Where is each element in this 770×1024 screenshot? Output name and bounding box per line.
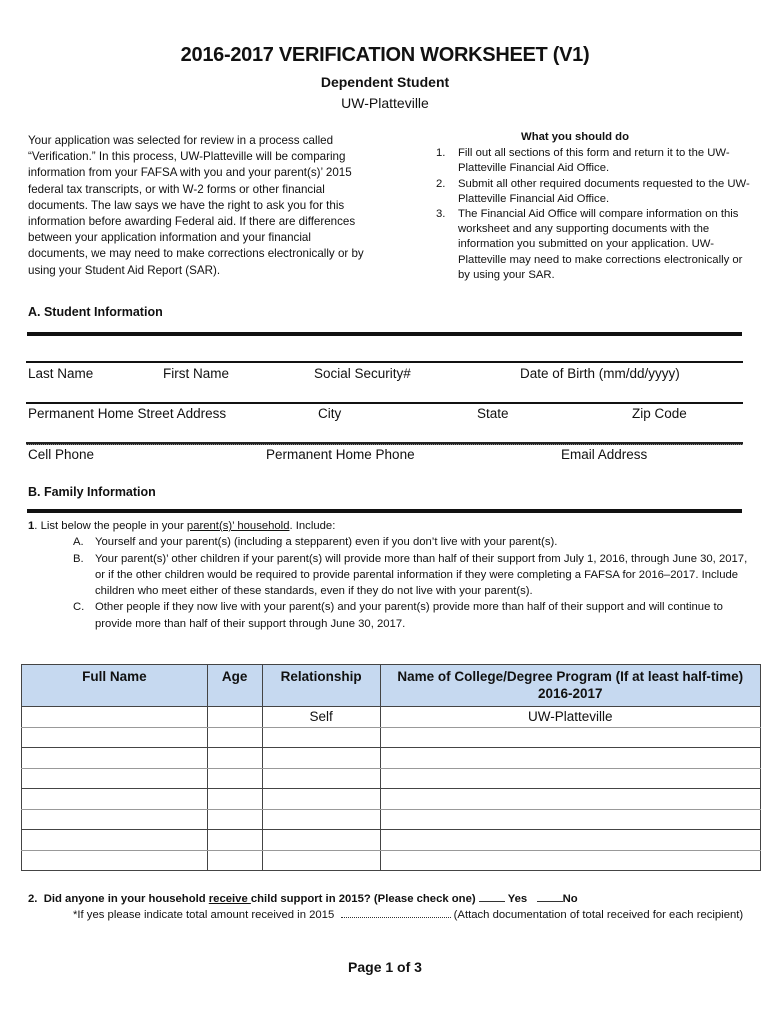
col-age: Age — [207, 665, 262, 707]
full-name-cell[interactable] — [22, 727, 208, 748]
intro-paragraph: Your application was selected for review in a process called “Verification.” In this process, UW-Platteville will be comparing information from your FAFSA with you and your parent(s)’ 2015 federal tax transcripts, or with W-2 forms or other financial documents. The law says we have the right to ask you for this information before awarding Federal aid. If there are differences between your application information and your financial documents, we may need to make corrections electronically or by using your Student Aid Report (SAR). — [28, 134, 364, 277]
instruction-item — [28, 551, 748, 600]
full-name-cell[interactable] — [22, 768, 208, 789]
item-text: Yourself and your parent(s) (including a stepparent) even if you don’t live with your parent(s). — [95, 536, 558, 549]
page-title: 2016-2017 VERIFICATION WORKSHEET (V1) — [180, 44, 590, 66]
no-label: No — [562, 893, 578, 905]
list-item — [425, 207, 755, 283]
state-label: State — [477, 406, 509, 421]
col-college-program — [380, 665, 760, 707]
college-cell[interactable] — [380, 727, 760, 748]
list-item — [425, 146, 755, 176]
question-text: . Include: — [289, 520, 336, 532]
full-name-cell[interactable] — [22, 809, 208, 830]
question-text: Did anyone in your household — [43, 893, 209, 905]
table-row — [22, 727, 761, 748]
relationship-cell[interactable] — [262, 809, 380, 830]
list-text: The Financial Aid Office will compare information on this worksheet and any supporting documents with the information you submitted on your application. UW-Platteville may need to make corrections electronically or by using your SAR. — [458, 208, 743, 281]
full-name-cell[interactable] — [22, 850, 208, 871]
college-cell[interactable] — [380, 850, 760, 871]
list-text: Fill out all sections of this form and return it to the UW-Platteville Financial Aid Office. — [458, 147, 730, 175]
col-full-name: Full Name — [22, 665, 208, 707]
question-text: . List below the people in your — [34, 520, 187, 532]
row1-line[interactable] — [26, 361, 743, 363]
home-phone-label: Permanent Home Phone — [266, 447, 415, 462]
relationship-cell[interactable] — [262, 789, 380, 810]
col-college-label: Name of College/Degree Program (If at least half-time) — [397, 669, 744, 684]
question-2-detail — [28, 907, 748, 923]
relationship-cell[interactable]: Self — [262, 707, 380, 728]
relationship-cell[interactable] — [262, 768, 380, 789]
page-subtitle: Dependent Student — [320, 74, 450, 90]
college-cell[interactable] — [380, 830, 760, 851]
table-header-row — [22, 665, 761, 707]
item-letter: C. — [73, 601, 85, 614]
what-to-do-list — [425, 146, 755, 283]
detail-text: (Attach documentation of total received for each recipient) — [453, 909, 744, 921]
question-2-text — [28, 891, 748, 907]
question-1 — [28, 518, 748, 534]
question-number: 2. — [28, 893, 38, 905]
yes-check-blank[interactable] — [479, 892, 505, 902]
item-letter: A. — [73, 536, 84, 549]
email-label: Email Address — [561, 447, 648, 462]
item-text: Other people if they now live with your parent(s) and your parent(s) provide more than half of their support and will continue to provide more than half of their support through June 30, 2017. — [95, 601, 723, 630]
col-relationship: Relationship — [262, 665, 380, 707]
no-check-blank[interactable] — [537, 892, 563, 902]
household-table — [21, 664, 761, 871]
table-row — [22, 789, 761, 810]
age-cell[interactable] — [207, 789, 262, 810]
amount-received-field[interactable] — [341, 908, 451, 918]
college-cell[interactable] — [380, 748, 760, 769]
instruction-item — [28, 534, 748, 550]
table-row — [22, 748, 761, 769]
college-cell[interactable] — [380, 789, 760, 810]
relationship-cell[interactable] — [262, 727, 380, 748]
col-year-label: 2016-2017 — [537, 686, 603, 701]
age-cell[interactable] — [207, 727, 262, 748]
emphasis-text: parent(s)’ household — [186, 520, 290, 532]
cell-phone-label: Cell Phone — [28, 447, 95, 462]
age-cell[interactable] — [207, 707, 262, 728]
section-b-divider — [27, 509, 742, 513]
list-text: Submit all other required documents requested to the UW-Platteville Financial Aid Office. — [458, 177, 750, 205]
list-number: 1. — [436, 147, 446, 160]
table-row — [22, 809, 761, 830]
row3-line[interactable] — [26, 442, 743, 445]
full-name-cell[interactable] — [22, 830, 208, 851]
college-cell[interactable] — [380, 809, 760, 830]
section-b-heading: B. Family Information — [28, 485, 156, 499]
last-name-label: Last Name — [28, 366, 94, 381]
city-label: City — [318, 406, 342, 421]
age-cell[interactable] — [207, 830, 262, 851]
row2-line[interactable] — [26, 402, 743, 404]
college-cell[interactable]: UW-Platteville — [380, 707, 760, 728]
age-cell[interactable] — [207, 850, 262, 871]
full-name-cell[interactable] — [22, 789, 208, 810]
dob-label: Date of Birth (mm/dd/yyyy) — [520, 366, 680, 381]
full-name-cell[interactable] — [22, 748, 208, 769]
zip-code-label: Zip Code — [632, 406, 687, 421]
what-to-do-heading: What you should do — [521, 131, 629, 143]
age-cell[interactable] — [207, 748, 262, 769]
relationship-cell[interactable] — [262, 830, 380, 851]
relationship-cell[interactable] — [262, 850, 380, 871]
detail-text: *If yes please indicate total amount received in 2015 — [73, 909, 335, 921]
household-instructions — [28, 518, 748, 632]
instruction-item — [28, 599, 748, 632]
street-address-label: Permanent Home Street Address — [28, 406, 227, 421]
question-2 — [28, 891, 748, 923]
item-letter: B. — [73, 552, 84, 565]
what-to-do-box — [425, 130, 755, 283]
list-number: 2. — [436, 177, 446, 190]
section-a-heading: A. Student Information — [28, 305, 163, 319]
school-name: UW-Platteville — [341, 95, 429, 111]
question-number: 1 — [28, 520, 35, 532]
age-cell[interactable] — [207, 809, 262, 830]
college-cell[interactable] — [380, 768, 760, 789]
table-row — [22, 830, 761, 851]
first-name-label: First Name — [163, 366, 230, 381]
table-row — [22, 768, 761, 789]
emphasis-text: receive — [208, 893, 251, 905]
ssn-label: Social Security# — [314, 366, 411, 381]
list-item — [425, 177, 755, 207]
list-number: 3. — [436, 208, 446, 221]
relationship-cell[interactable] — [262, 748, 380, 769]
item-text: Your parent(s)’ other children if your parent(s) will provide more than half of their support from July 1, 2016, through June 30, 2017, or if the other children would be required to provide parental information if they were completing a FAFSA for 2016–2017. Include children who meet either of these standards, even if they do not live with your parent(s). — [95, 552, 748, 598]
full-name-cell[interactable] — [22, 707, 208, 728]
section-a-divider — [27, 332, 742, 336]
table-row — [22, 850, 761, 871]
yes-label: Yes — [507, 893, 528, 905]
page-number: Page 1 of 3 — [348, 959, 422, 975]
question-text: child support in 2015? (Please check one) — [250, 893, 476, 905]
table-row — [22, 707, 761, 728]
age-cell[interactable] — [207, 768, 262, 789]
